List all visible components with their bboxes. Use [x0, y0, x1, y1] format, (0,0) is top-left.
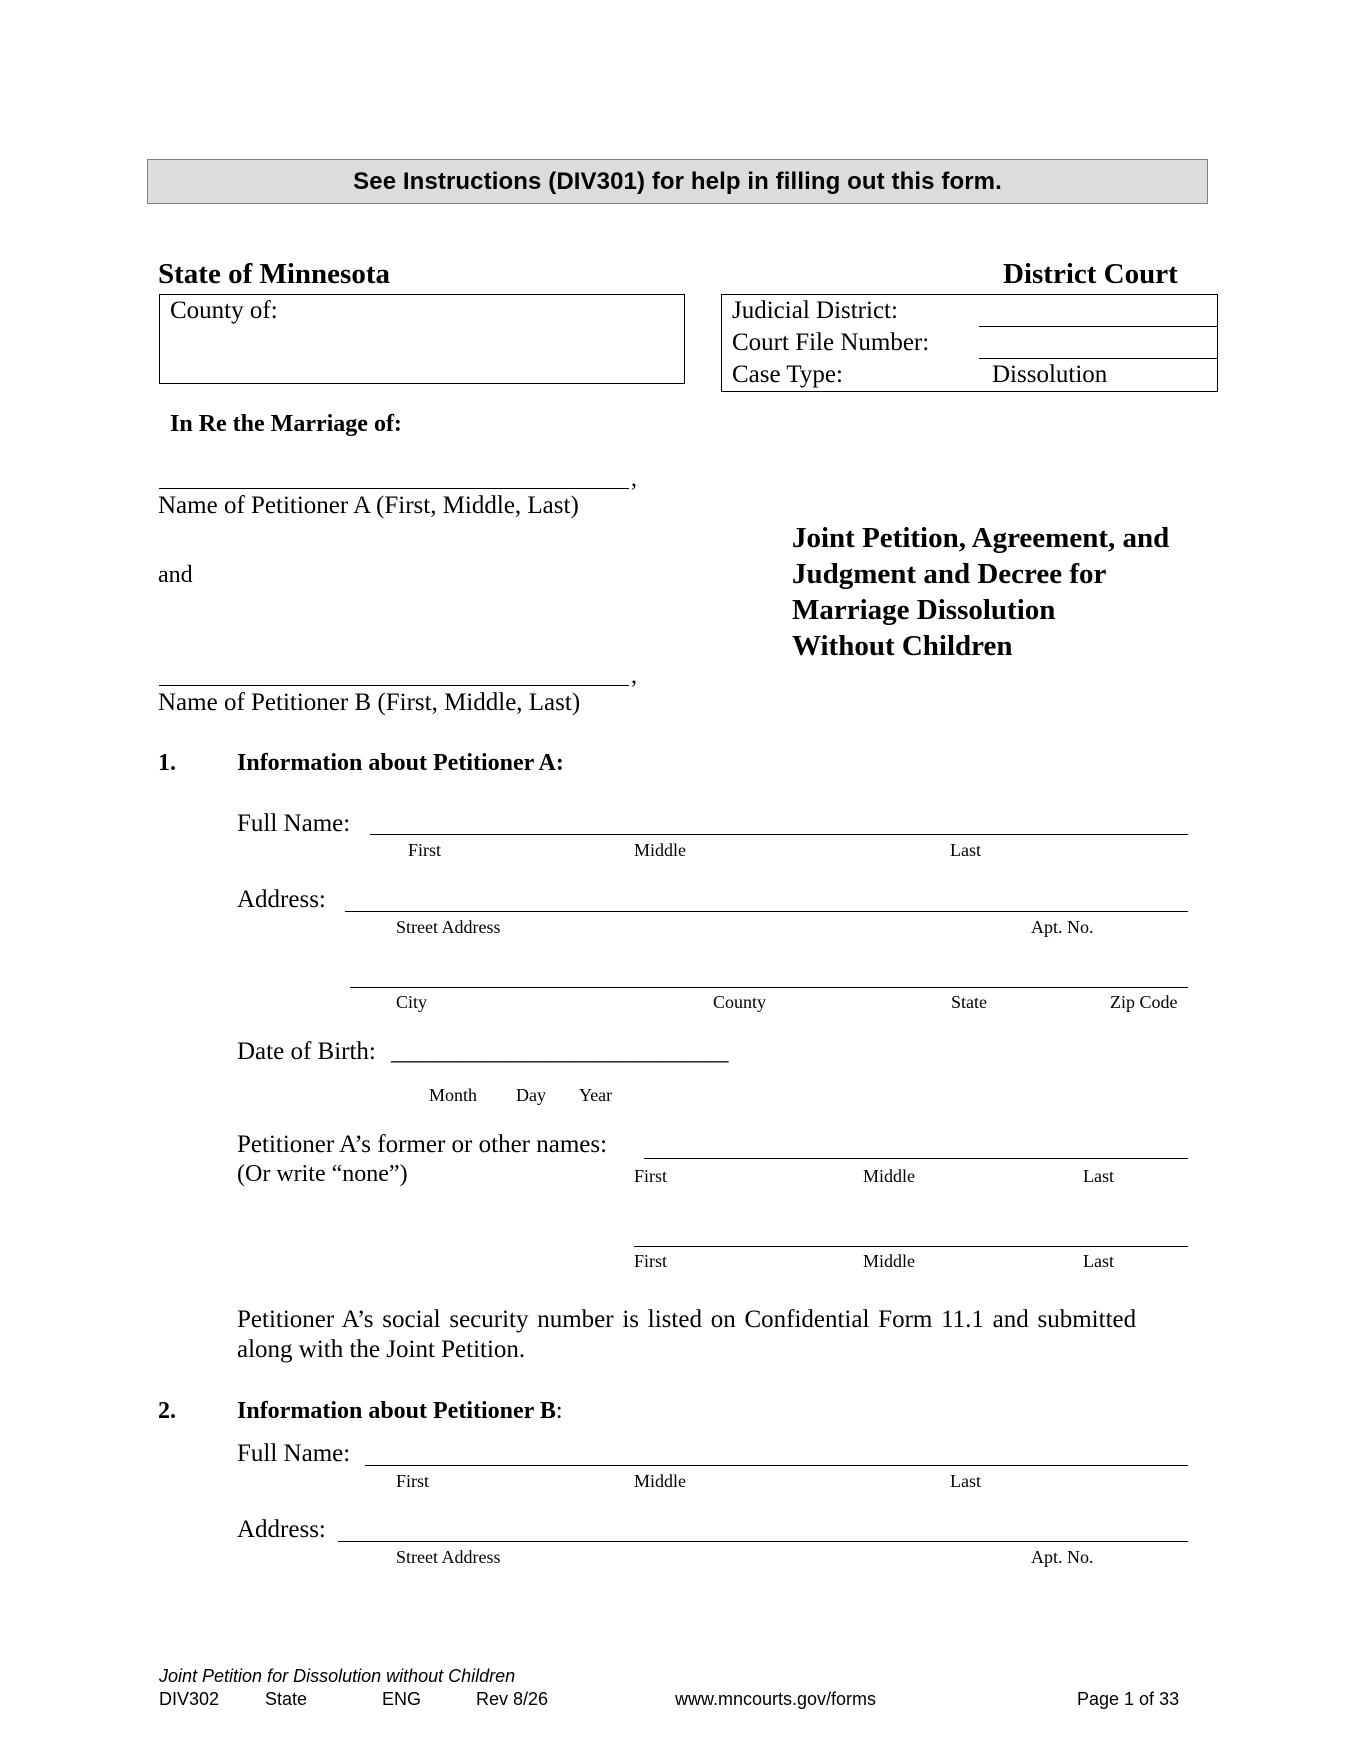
in-re-heading: In Re the Marriage of: — [170, 411, 402, 437]
city-sublabel: City — [396, 992, 428, 1012]
address-label: Address: — [237, 1516, 326, 1543]
former-name-1-field[interactable] — [644, 1158, 1188, 1159]
petitioner-b-street-field[interactable] — [338, 1541, 1188, 1542]
document-title — [792, 520, 1169, 664]
last-sublabel: Last — [1083, 1251, 1114, 1271]
middle-sublabel: Middle — [863, 1251, 915, 1271]
case-info-box — [721, 294, 1218, 392]
comma: , — [631, 663, 637, 689]
case-type-value: Dissolution — [992, 361, 1108, 388]
county-sublabel: County — [713, 992, 767, 1012]
section-2-heading-colon: : — [555, 1398, 563, 1424]
footer-revision: Rev 8/26 — [476, 1689, 549, 1709]
day-sublabel: Day — [516, 1085, 546, 1105]
first-sublabel: First — [408, 840, 442, 860]
section-1-number: 1. — [158, 750, 176, 776]
petitioner-b-name-field[interactable] — [159, 685, 629, 686]
footer-language: ENG — [382, 1689, 422, 1709]
apt-no-sublabel: Apt. No. — [1031, 1547, 1094, 1567]
footer-jurisdiction: State — [265, 1689, 308, 1709]
month-sublabel: Month — [429, 1085, 478, 1105]
dob-label: Date of Birth: — [237, 1038, 376, 1065]
petitioner-a-full-name-field[interactable] — [370, 834, 1188, 835]
instructions-banner: See Instructions (DIV301) for help in filling out this form. — [147, 159, 1208, 204]
street-address-sublabel: Street Address — [396, 917, 501, 937]
year-sublabel: Year — [579, 1085, 613, 1105]
footer-page-number: Page 1 of 33 — [1077, 1689, 1180, 1709]
petitioner-a-city-field[interactable] — [350, 987, 1188, 988]
last-sublabel: Last — [1083, 1166, 1114, 1186]
petitioner-a-street-field[interactable] — [345, 911, 1188, 912]
petitioner-b-full-name-field[interactable] — [365, 1465, 1188, 1466]
case-type-label: Case Type: — [732, 361, 843, 388]
petitioner-a-name-label: Name of Petitioner A (First, Middle, Last) — [158, 492, 579, 519]
footer-form-id: DIV302 — [159, 1689, 220, 1709]
state-sublabel: State — [951, 992, 987, 1012]
footer-title: Joint Petition for Dissolution without Children — [159, 1666, 516, 1686]
county-box[interactable] — [159, 294, 685, 384]
dob-field[interactable]: ___________________________ — [391, 1038, 729, 1065]
middle-sublabel: Middle — [634, 1471, 686, 1491]
section-2-number: 2. — [158, 1398, 176, 1424]
last-sublabel: Last — [950, 840, 981, 860]
full-name-label: Full Name: — [237, 810, 351, 837]
court-file-number-field[interactable] — [979, 358, 1218, 359]
petitioner-a-name-field[interactable] — [159, 488, 629, 489]
ssn-statement-line-1: Petitioner A’s social security number is listed on Confidential Form 11.1 and submitted — [237, 1306, 1137, 1333]
title-line: Without Children — [792, 630, 1013, 662]
court-file-number-label: Court File Number: — [732, 329, 930, 356]
street-address-sublabel: Street Address — [396, 1547, 501, 1567]
first-sublabel: First — [634, 1251, 668, 1271]
ssn-statement-line-2: along with the Joint Petition. — [237, 1336, 526, 1363]
middle-sublabel: Middle — [863, 1166, 915, 1186]
county-label: County of: — [170, 297, 278, 324]
zip-code-sublabel: Zip Code — [1110, 992, 1178, 1012]
title-line: Joint Petition, Agreement, and — [792, 522, 1170, 554]
title-line: Marriage Dissolution — [792, 594, 1056, 626]
apt-no-sublabel: Apt. No. — [1031, 917, 1094, 937]
court-heading: District Court — [1003, 258, 1178, 290]
judicial-district-label: Judicial District: — [732, 297, 898, 324]
and-text: and — [158, 562, 193, 588]
state-heading: State of Minnesota — [158, 258, 390, 290]
full-name-label: Full Name: — [237, 1440, 351, 1467]
former-name-2-field[interactable] — [634, 1246, 1188, 1247]
judicial-district-field[interactable] — [979, 326, 1218, 327]
section-2-heading-text: Information about Petitioner B — [237, 1398, 556, 1424]
former-names-label: Petitioner A’s former or other names: — [237, 1131, 608, 1158]
petitioner-b-name-label: Name of Petitioner B (First, Middle, Last) — [158, 689, 581, 716]
comma: , — [631, 466, 637, 492]
first-sublabel: First — [396, 1471, 430, 1491]
first-sublabel: First — [634, 1166, 668, 1186]
middle-sublabel: Middle — [634, 840, 686, 860]
footer-url[interactable]: www.mncourts.gov/forms — [675, 1689, 877, 1709]
or-none-note: (Or write “none”) — [237, 1161, 408, 1187]
section-1-heading: Information about Petitioner A: — [237, 750, 564, 776]
last-sublabel: Last — [950, 1471, 981, 1491]
address-label: Address: — [237, 886, 326, 913]
title-line: Judgment and Decree for — [792, 558, 1107, 590]
section-2-heading — [237, 1398, 563, 1425]
